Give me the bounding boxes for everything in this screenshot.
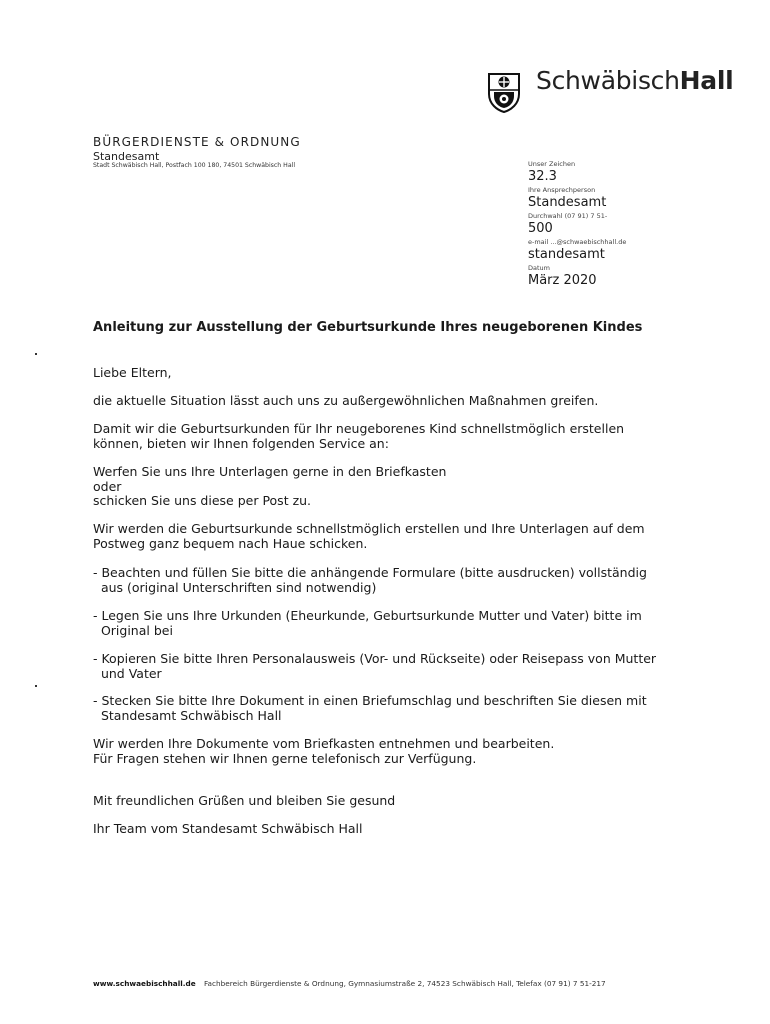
office-name: Standesamt [93,150,160,163]
info-label-reference: Unser Zeichen [528,160,576,168]
footer-website-link[interactable]: www.schwaebischhall.de [93,979,196,988]
city-logo [487,66,737,116]
letter-footer [93,979,606,988]
fold-mark-bottom [35,685,37,687]
department-name: BÜRGERDIENSTE & ORDNUNG [93,135,301,149]
info-label-email: e-mail ...@schwaebischhall.de [528,238,627,246]
info-label-contact: Ihre Ansprechperson [528,186,596,194]
info-value-email: standesamt [528,247,605,262]
logo-text-bold: Hall [679,66,734,95]
info-value-reference: 32.3 [528,169,557,184]
info-label-date: Datum [528,264,550,272]
fold-mark-top [35,353,37,355]
footer-address: Fachbereich Bürgerdienste & Ordnung, Gymnasiumstraße 2, 74523 Schwäbisch Hall, Telefax (07 91) 7 51-217 [204,979,606,988]
signature-line: Ihr Team vom Standesamt Schwäbisch Hall [93,821,363,836]
info-value-contact: Standesamt [528,195,607,210]
body-paragraph-4: Wir werden die Geburtsurkunde schnellstmöglich erstellen und Ihre Unterlagen auf dem Postweg ganz bequem nach Haue schicken. [93,521,645,551]
list-item-4: - Stecken Sie bitte Ihre Dokument in einen Briefumschlag und beschriften Sie diesen mit Standesamt Schwäbisch Hall [93,693,647,723]
closing-line: Mit freundlichen Grüßen und bleiben Sie gesund [93,793,396,808]
body-paragraph-2: Damit wir die Geburtsurkunden für Ihr neugeborenes Kind schnellstmöglich erstellen können, bieten wir Ihnen folgenden Service an: [93,421,625,451]
coat-of-arms-icon [487,72,521,114]
body-paragraph-1: die aktuelle Situation lässt auch uns zu außergewöhnlichen Maßnahmen greifen. [93,393,599,408]
postal-address-line: Stadt Schwäbisch Hall, Postfach 100 180, 74501 Schwäbisch Hall [93,162,296,169]
body-paragraph-3: Werfen Sie uns Ihre Unterlagen gerne in den Briefkasten oder schicken Sie uns diese per Post zu. [93,464,447,508]
logo-text-light: Schwäbisch [536,66,680,95]
reference-info-block [528,160,688,290]
list-item-3: - Kopieren Sie bitte Ihren Personalausweis (Vor- und Rückseite) oder Reisepass von Mutter und Vater [93,651,657,681]
logo-wordmark [536,66,733,95]
greeting: Liebe Eltern, [93,365,172,380]
letter-subject: Anleitung zur Ausstellung der Geburtsurkunde Ihres neugeborenen Kindes [93,320,643,335]
list-item-1: - Beachten und füllen Sie bitte die anhängende Formulare (bitte ausdrucken) vollständig aus (original Unterschriften sind notwendig) [93,565,647,595]
info-label-extension: Durchwahl (07 91) 7 51- [528,212,608,220]
list-item-2: - Legen Sie uns Ihre Urkunden (Eheurkunde, Geburtsurkunde Mutter und Vater) bitte im Original bei [93,608,642,638]
info-value-date: März 2020 [528,273,597,288]
info-value-extension: 500 [528,221,553,236]
body-paragraph-5: Wir werden Ihre Dokumente vom Briefkasten entnehmen und bearbeiten. Für Fragen stehen wir Ihnen gerne telefonisch zur Verfügung. [93,736,555,766]
